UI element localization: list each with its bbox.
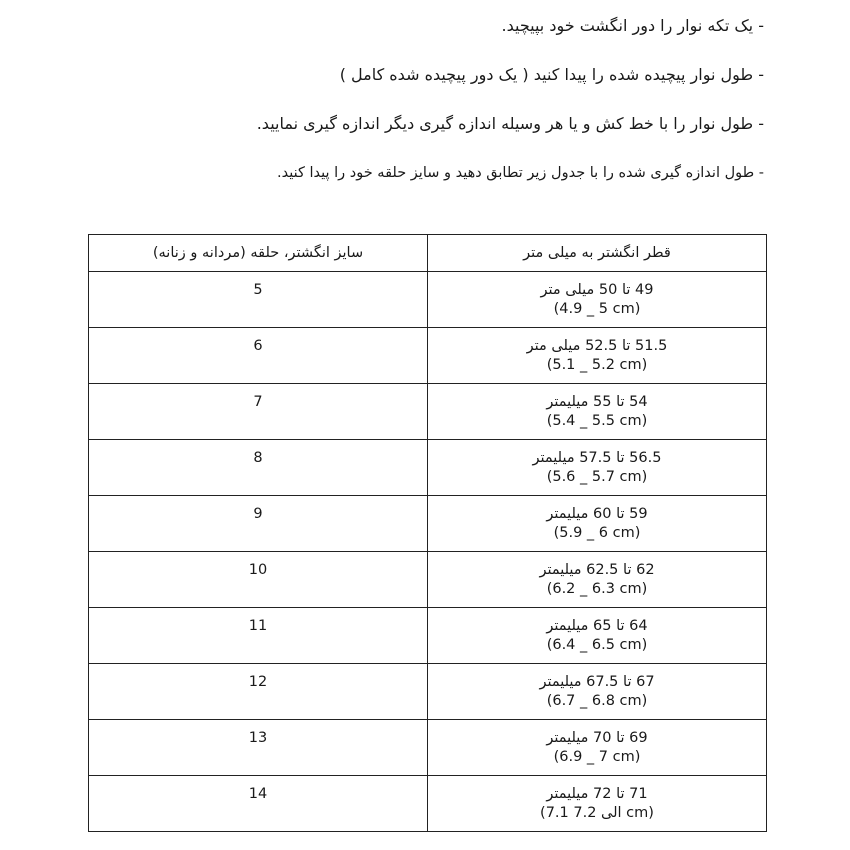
diameter-mm: 64 تا 65 میلیمتر bbox=[546, 618, 648, 634]
size-cell bbox=[89, 776, 428, 832]
table-header-row bbox=[89, 235, 767, 272]
diameter-cm: (5.1 _ 5.2 cm) bbox=[546, 357, 648, 373]
ring-size-table bbox=[88, 234, 767, 832]
diameter-cell bbox=[428, 664, 767, 720]
diameter-mm: 71 تا 72 میلیمتر bbox=[546, 786, 648, 802]
diameter-cell bbox=[428, 496, 767, 552]
diameter-mm: 54 تا 55 میلیمتر bbox=[546, 394, 648, 410]
size-cell bbox=[89, 720, 428, 776]
ring-size-value: 12 bbox=[248, 674, 268, 690]
size-cell bbox=[89, 608, 428, 664]
diameter-cell bbox=[428, 384, 767, 440]
ring-size-value: 7 bbox=[253, 394, 263, 410]
diameter-mm: 69 تا 70 میلیمتر bbox=[546, 730, 648, 746]
instructions bbox=[124, 14, 764, 210]
size-cell bbox=[89, 496, 428, 552]
diameter-cell bbox=[428, 272, 767, 328]
diameter-cell bbox=[428, 720, 767, 776]
diameter-cm: (6.7 _ 6.8 cm) bbox=[546, 693, 648, 709]
table-row bbox=[89, 720, 767, 776]
size-cell bbox=[89, 328, 428, 384]
ring-size-value: 6 bbox=[253, 338, 263, 354]
instruction-step-2: - طول نوار پیچیده شده را پیدا کنید ( یک دور پیچیده شده کامل ) bbox=[339, 65, 764, 84]
ring-size-value: 13 bbox=[248, 730, 268, 746]
size-cell bbox=[89, 440, 428, 496]
size-cell bbox=[89, 272, 428, 328]
diameter-cell bbox=[428, 328, 767, 384]
table-row bbox=[89, 496, 767, 552]
diameter-cm: (6.4 _ 6.5 cm) bbox=[546, 637, 648, 653]
table-row bbox=[89, 440, 767, 496]
diameter-cm: (6.9 _ 7 cm) bbox=[553, 749, 641, 765]
diameter-cm: (7.1 الی 7.2 cm) bbox=[540, 805, 654, 821]
diameter-mm: 49 تا 50 میلی متر bbox=[540, 282, 654, 298]
instruction-step-4: - طول اندازه گیری شده را با جدول زیر تطابق دهید و سایز حلقه خود را پیدا کنید. bbox=[277, 165, 764, 181]
diameter-cm: (6.2 _ 6.3 cm) bbox=[546, 581, 648, 597]
header-diameter: قطر انگشتر به میلی متر bbox=[428, 235, 767, 272]
diameter-mm: 56.5 تا 57.5 میلیمتر bbox=[532, 450, 662, 466]
diameter-cm: (4.9 _ 5 cm) bbox=[553, 301, 641, 317]
table-row bbox=[89, 328, 767, 384]
size-cell bbox=[89, 664, 428, 720]
diameter-cell bbox=[428, 552, 767, 608]
ring-size-value: 11 bbox=[248, 618, 268, 634]
table-row bbox=[89, 552, 767, 608]
table-row bbox=[89, 608, 767, 664]
diameter-mm: 51.5 تا 52.5 میلی متر bbox=[526, 338, 668, 354]
instruction-step-3: - طول نوار را با خط کش و یا هر وسیله اندازه گیری دیگر اندازه گیری نمایید. bbox=[256, 114, 764, 133]
diameter-cell bbox=[428, 776, 767, 832]
header-ring-size: سایز انگشتر، حلقه (مردانه و زنانه) bbox=[89, 235, 428, 272]
diameter-cm: (5.4 _ 5.5 cm) bbox=[546, 413, 648, 429]
diameter-cell bbox=[428, 608, 767, 664]
diameter-mm: 67 تا 67.5 میلیمتر bbox=[539, 674, 655, 690]
instruction-step-1: - یک تکه نوار را دور انگشت خود بپیچید. bbox=[501, 16, 764, 35]
diameter-cm: (5.9 _ 6 cm) bbox=[553, 525, 641, 541]
table-row bbox=[89, 272, 767, 328]
ring-size-value: 14 bbox=[248, 786, 268, 802]
table-row bbox=[89, 384, 767, 440]
diameter-cm: (5.6 _ 5.7 cm) bbox=[546, 469, 648, 485]
ring-size-value: 5 bbox=[253, 282, 263, 298]
diameter-mm: 62 تا 62.5 میلیمتر bbox=[539, 562, 655, 578]
size-cell bbox=[89, 384, 428, 440]
diameter-cell bbox=[428, 440, 767, 496]
ring-size-value: 8 bbox=[253, 450, 263, 466]
table-row bbox=[89, 664, 767, 720]
diameter-mm: 59 تا 60 میلیمتر bbox=[546, 506, 648, 522]
ring-size-value: 10 bbox=[248, 562, 268, 578]
ring-size-value: 9 bbox=[253, 506, 263, 522]
table-row bbox=[89, 776, 767, 832]
size-cell bbox=[89, 552, 428, 608]
